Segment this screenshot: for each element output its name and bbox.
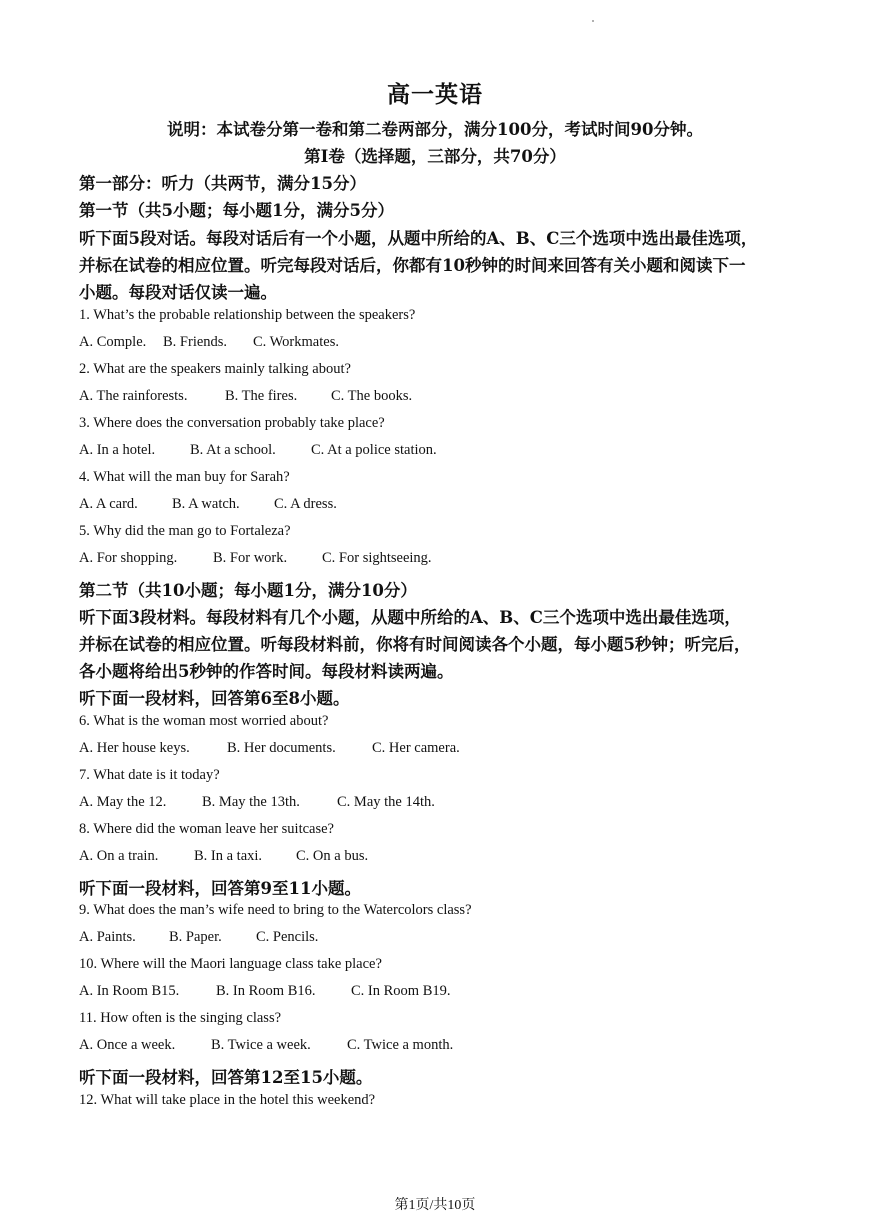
part1-heading: 第一部分：听力（共两节，满分15分） bbox=[79, 174, 366, 193]
option-b: B. Friends. bbox=[163, 334, 228, 350]
question-6: 6. What is the woman most worried about? bbox=[79, 713, 329, 729]
question-12: 12. What will take place in the hotel this weekend? bbox=[79, 1092, 376, 1108]
page-title: 高一英语 bbox=[387, 81, 483, 108]
option-a: A. Once a week. bbox=[79, 1037, 176, 1053]
question-10: 10. Where will the Maori language class take place? bbox=[79, 956, 382, 972]
option-b: B. A watch. bbox=[172, 496, 240, 512]
options-9 bbox=[79, 929, 318, 946]
option-a: A. In Room B15. bbox=[79, 983, 180, 999]
option-c: C. At a police station. bbox=[311, 442, 437, 458]
option-c: C. In Room B19. bbox=[351, 983, 451, 999]
question-9: 9. What does the man’s wife need to bring to the Watercolors class? bbox=[79, 902, 472, 918]
option-b: B. In a taxi. bbox=[194, 848, 263, 864]
option-c: C. The books. bbox=[331, 388, 413, 404]
option-c: C. Twice a month. bbox=[347, 1037, 454, 1053]
option-b: B. In Room B16. bbox=[216, 983, 316, 999]
option-a: A. In a hotel. bbox=[79, 442, 156, 458]
material-heading-3: 听下面一段材料，回答第12至15小题。 bbox=[79, 1068, 373, 1087]
option-b: B. At a school. bbox=[190, 442, 276, 458]
section2-directions-line: 并标在试卷的相应位置。听每段材料前，你将有时间阅读各个小题，每小题5秒钟；听完后， bbox=[79, 635, 751, 654]
question-7: 7. What date is it today? bbox=[79, 767, 220, 783]
options-5 bbox=[79, 550, 432, 567]
options-11 bbox=[79, 1037, 453, 1054]
option-c: C. May the 14th. bbox=[337, 794, 435, 810]
question-11: 11. How often is the singing class? bbox=[79, 1010, 282, 1026]
question-3: 3. Where does the conversation probably take place? bbox=[79, 415, 385, 431]
material-heading-2: 听下面一段材料，回答第9至11小题。 bbox=[79, 879, 361, 898]
option-a: A. Paints. bbox=[79, 929, 136, 945]
option-a: A. On a train. bbox=[79, 848, 159, 864]
section2-directions-line: 听下面3段材料。每段材料有几个小题，从题中所给的A、B、C三个选项中选出最佳选项， bbox=[79, 608, 741, 627]
question-5: 5. Why did the man go to Fortaleza? bbox=[79, 523, 291, 539]
options-10 bbox=[79, 983, 451, 1000]
option-b: B. Her documents. bbox=[227, 740, 336, 756]
section2-directions-line: 各小题将给出5秒钟的作答时间。每段材料读两遍。 bbox=[79, 662, 454, 681]
options-3 bbox=[79, 442, 437, 459]
options-4 bbox=[79, 496, 337, 513]
options-7 bbox=[79, 794, 435, 811]
section1-directions-line: 听下面5段对话。每段对话后有一个小题，从题中所给的A、B、C三个选项中选出最佳选项， bbox=[79, 229, 758, 248]
question-4: 4. What will the man buy for Sarah? bbox=[79, 469, 290, 485]
option-b: B. For work. bbox=[213, 550, 288, 566]
page-footer: 第1页/共10页 bbox=[394, 1198, 476, 1213]
option-c: C. Her camera. bbox=[372, 740, 460, 756]
option-c: C. Pencils. bbox=[256, 929, 319, 945]
option-a: A. May the 12. bbox=[79, 794, 167, 810]
question-1: 1. What’s the probable relationship between the speakers? bbox=[79, 307, 416, 323]
option-c: C. A dress. bbox=[274, 496, 337, 512]
section2-heading: 第二节（共10小题；每小题1分，满分10分） bbox=[79, 581, 417, 600]
options-2 bbox=[79, 388, 412, 405]
options-8 bbox=[79, 848, 368, 865]
volume-heading: 第Ⅰ卷（选择题，三部分，共70分） bbox=[304, 147, 566, 166]
option-b: B. The fires. bbox=[225, 388, 298, 404]
option-b: B. Paper. bbox=[169, 929, 222, 945]
option-a: A. The rainforests. bbox=[79, 388, 188, 404]
option-c: C. On a bus. bbox=[296, 848, 369, 864]
option-a: A. For shopping. bbox=[79, 550, 178, 566]
option-a: A. Comple. bbox=[79, 334, 147, 350]
option-c: C. For sightseeing. bbox=[322, 550, 432, 566]
exam-instruction: 说明：本试卷分第一卷和第二卷两部分，满分100分，考试时间90分钟。 bbox=[167, 120, 703, 139]
section1-directions-line: 小题。每段对话仅读一遍。 bbox=[79, 283, 277, 302]
question-8: 8. Where did the woman leave her suitcase? bbox=[79, 821, 334, 837]
section1-heading: 第一节（共5小题；每小题1分，满分5分） bbox=[79, 201, 394, 220]
option-c: C. Workmates. bbox=[253, 334, 339, 350]
option-b: B. May the 13th. bbox=[202, 794, 300, 810]
option-a: A. Her house keys. bbox=[79, 740, 190, 756]
options-1 bbox=[79, 334, 339, 351]
option-a: A. A card. bbox=[79, 496, 138, 512]
options-6 bbox=[79, 740, 460, 757]
option-b: B. Twice a week. bbox=[211, 1037, 311, 1053]
section1-directions-line: 并标在试卷的相应位置。听完每段对话后，你都有10秒钟的时间来回答有关小题和阅读下一 bbox=[79, 256, 746, 275]
material-heading-1: 听下面一段材料，回答第6至8小题。 bbox=[79, 689, 350, 708]
question-2: 2. What are the speakers mainly talking about? bbox=[79, 361, 351, 377]
scan-dot bbox=[592, 20, 594, 22]
